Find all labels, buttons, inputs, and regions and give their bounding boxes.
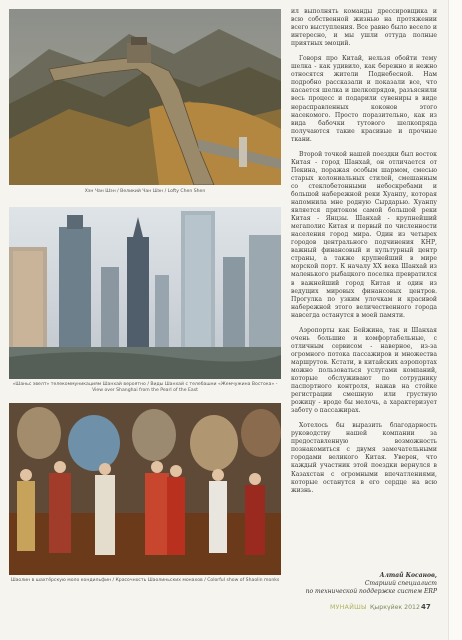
- magazine-brand: МУНАЙШЫ: [330, 604, 367, 611]
- author-role-line-1: Старший специалист: [364, 580, 437, 587]
- shanghai-caption: «Шаньс эвелт» телекоммуникациям Шанхай вероятно / Виды Шанхай с телебашни «Жемчужина Востока» - View over Shanghai from the Pearl of the East: [12, 382, 278, 393]
- great-wall-photo: [9, 9, 281, 185]
- author-signature: [291, 572, 437, 596]
- author-name: Алтай Косанов,: [379, 572, 437, 579]
- shaolin-caption: Шаолин в шахтёрскую моло кондильфин / Красочность Шаолиньских монахов / Colorful show of Shaolin monks: [10, 578, 280, 583]
- author-role-line-2: по технической поддержке систем ERP: [305, 588, 437, 595]
- article-paragraph-3: Второй точкой нашей поездки был восток Китая - город Шанхай, он отличается от Пекина, поражая особым шармом, смесью старых колониальных стилей, смешанным со стеклобетонными небоскребами и большой набережной реки Хуанпу, которая напомнила мне родную Сырдарью. Хуанпу является притоком самой большой реки Китая - Янцзы. Шанхай - крупнейший мегаполис Китая и первый по численности населения город мира. Один из четырех городов центрального подчинения КНР, важный финансовый и культурный центр страны, а также крупнейший в мире морской порт. К началу XX века Шанхай из маленького рыбацкого поселка превратился в важнейший город Китая и один из ведущих мировых финансовых центров. Прогулка по узким улочкам и красивой набережной этого величественного города навсегда останутся в моей памяти.: [291, 150, 437, 319]
- page-footer: [280, 604, 440, 614]
- article-paragraph-2: Говоря про Китай, нельзя обойти тему шелка - как удивило, как бережно и нежно относятся жители Поднебесной. Нам подробно рассказали и показали все, что касается шелка и шелкопрядов, разъяснили весь процесс и подарили сувениры в виде нерасправленных коконов этого насекомого. Просто поразительно, как из вида бабочки тутового шелкопряда получаются такие красивые и прочные ткани.: [291, 55, 437, 143]
- shaolin-photo: [9, 403, 281, 575]
- page-number: 47: [421, 603, 431, 611]
- great-wall-caption: Хэн Чан Шэн / Великий Чан Шэн / Lofty Chen Shen: [84, 189, 206, 194]
- article-paragraph-4: Аэропорты как Бейжина, так и Шанхая очень большие и комфортабельные, с отличным сервисом - наверное, из-за огромного потока пассажиров и множества маршрутов. Кстати, в китайских аэропортах можно пользоваться услугами компаний, которые обслуживают по сотруднику паспортного контроля, нажав на стойке регистрации смешную или грустную рожицу - вроде бы мелочь, а характеризует заботу о пассажирах.: [291, 326, 437, 415]
- article-paragraph-5: Хотелось бы выразить благодарность руководству нашей компании за предоставленную возможность познакомиться с двумя замечательными городами великого Китая. Уверен, что каждый участник этой поездки вернулся в Казахстан с огромными впечатлениями, которые останутся в его сердце на всю жизнь.: [291, 422, 437, 494]
- article-paragraph-1: ил выполнять команды дрессировщика и всю собственной жизнью на протяжении всего выступления. Все равно было весело и интересно, и мы ушли оттуда полные приятных эмоций.: [291, 8, 437, 48]
- page-edge-tab: [448, 0, 462, 640]
- shanghai-photo: [9, 207, 281, 379]
- issue-date: Қыркүйек 2012: [370, 604, 420, 611]
- article-column: [291, 8, 437, 502]
